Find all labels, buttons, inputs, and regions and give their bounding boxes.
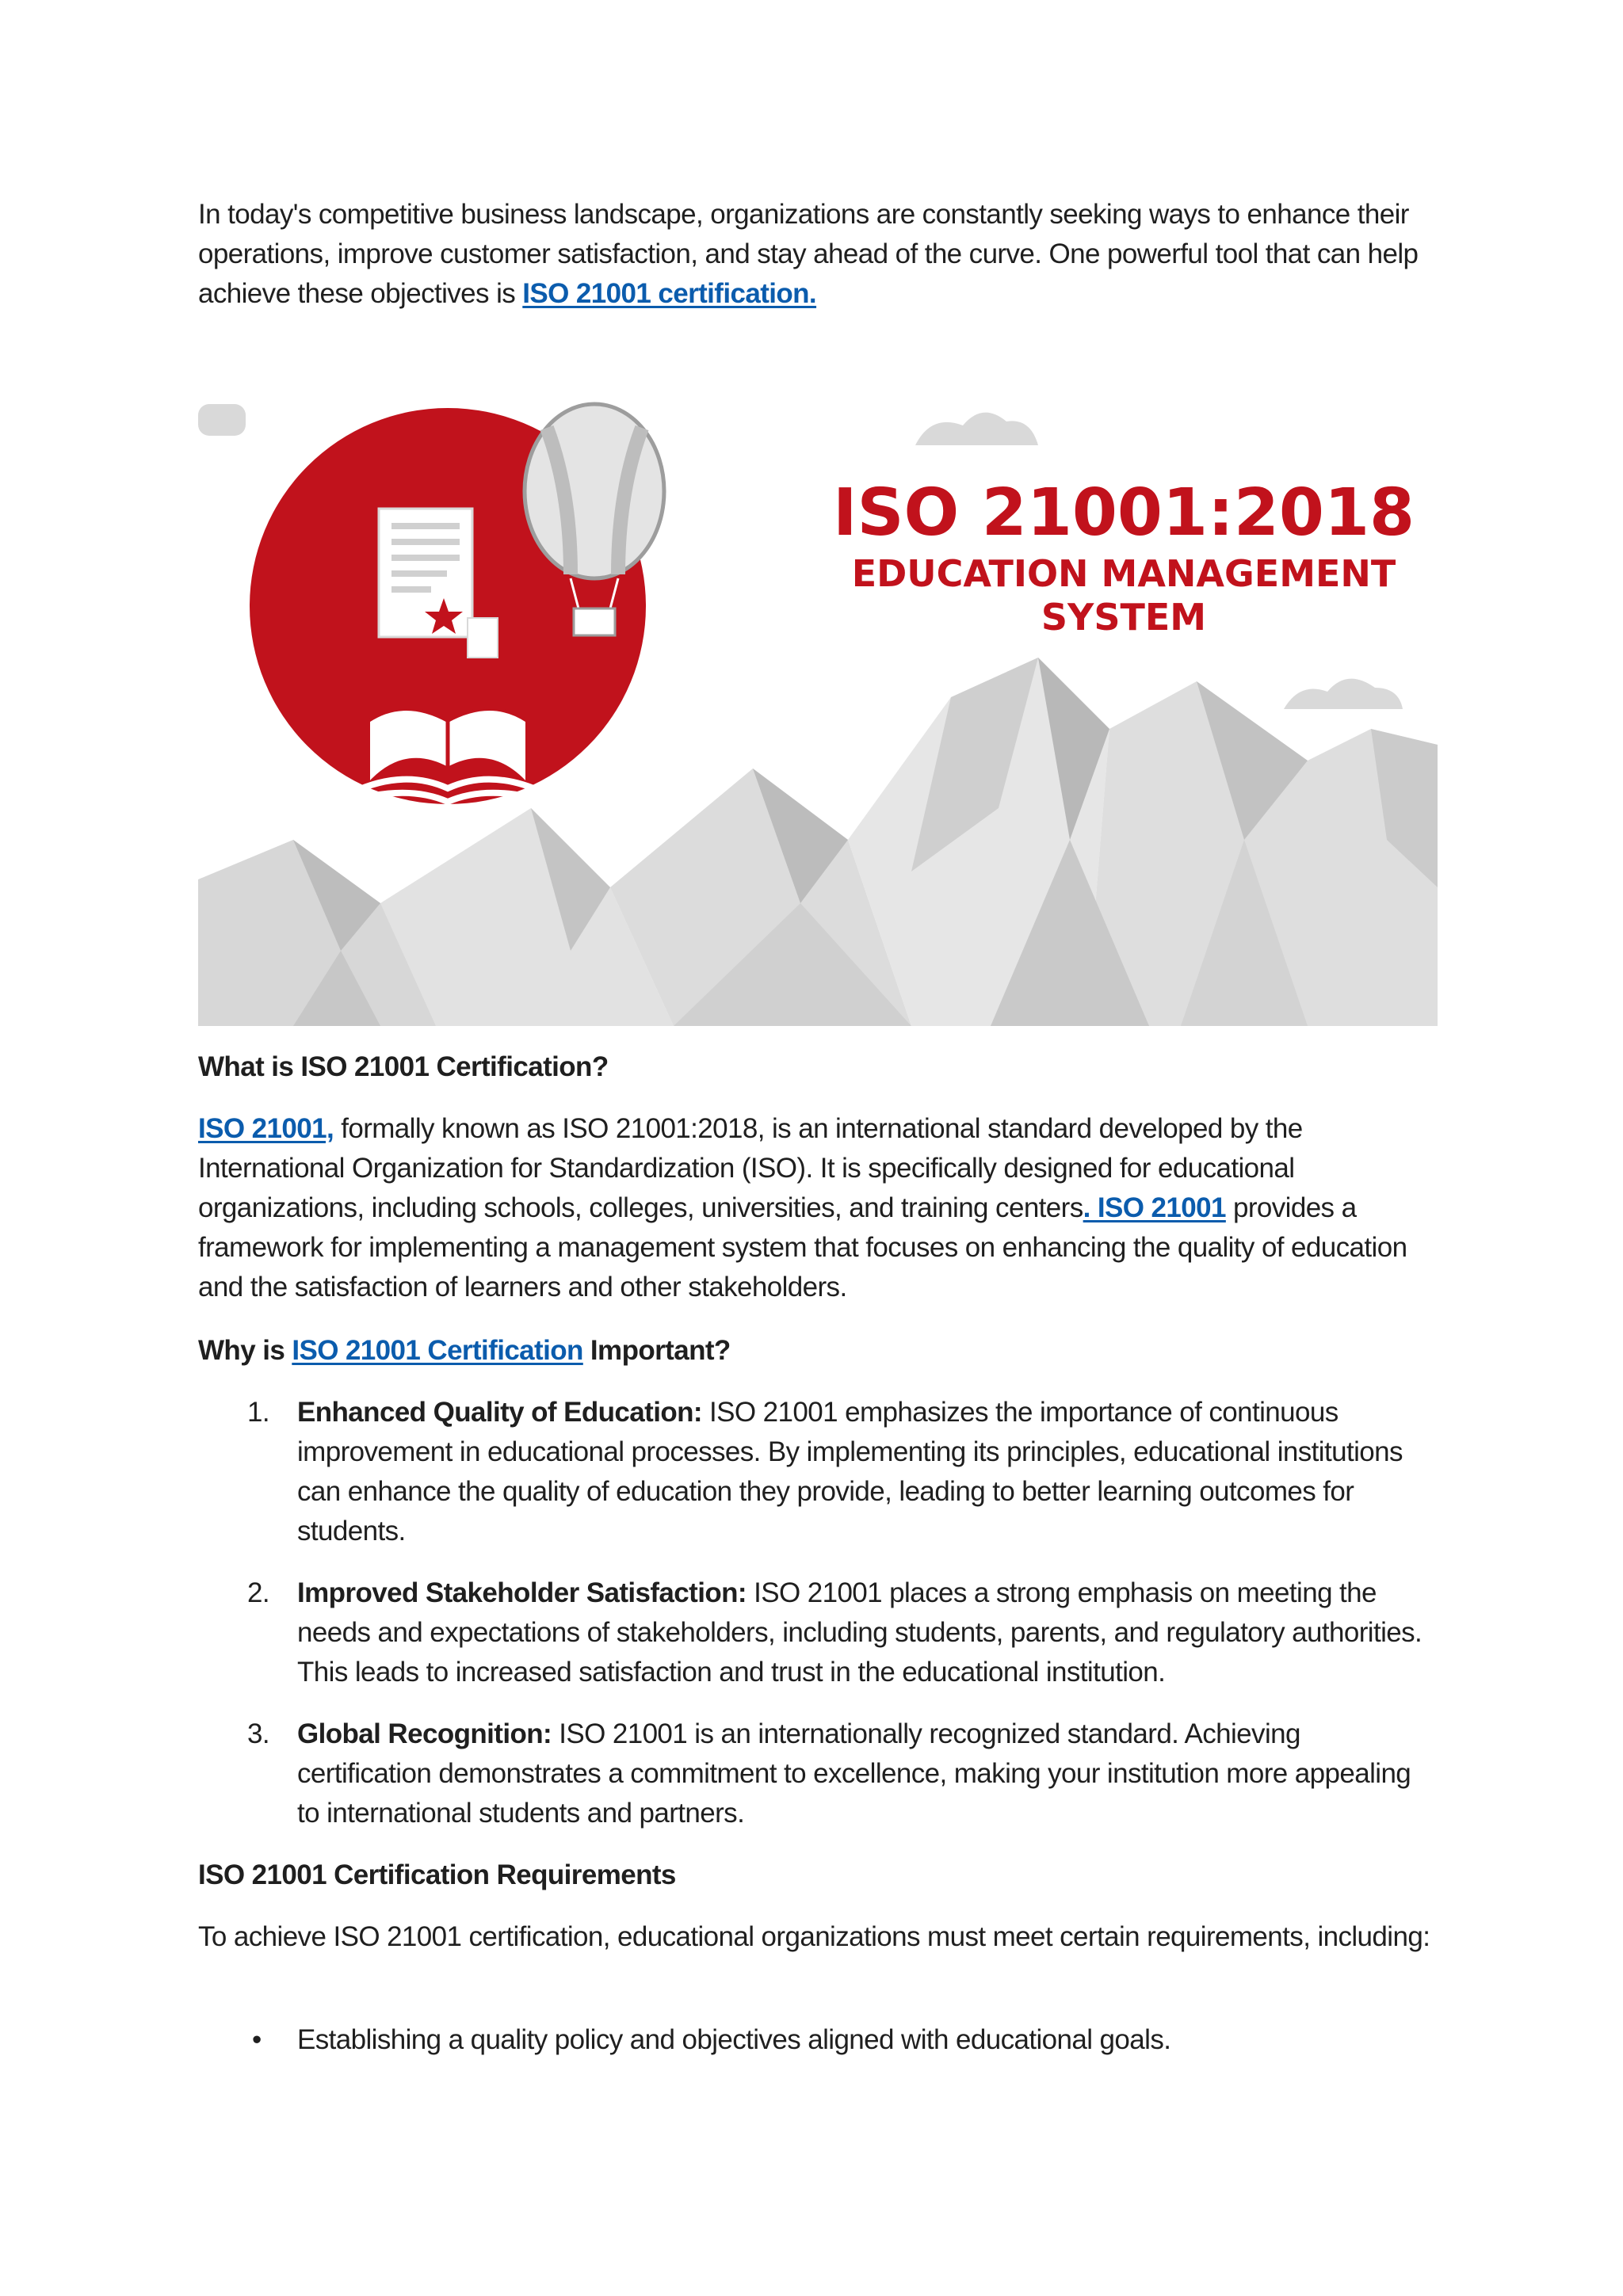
what-is-heading: What is ISO 21001 Certification? [198, 1051, 609, 1082]
bullet-dot: • [252, 2024, 262, 2055]
requirements-heading: ISO 21001 Certification Requirements [198, 1859, 676, 1890]
list-item [198, 1573, 1434, 1692]
iso-banner-image [198, 396, 1438, 1026]
iso-21001-certification-link[interactable]: ISO 21001 certification. [522, 278, 817, 309]
list-item-number: 1. [247, 1397, 269, 1428]
what-is-text-2: provides a framework for implementing a management system that focuses on enhancing the quality of education and the satisfaction of learners and other stakeholders. [198, 1192, 1407, 1302]
list-item-text: ISO 21001 is an internationally recognized standard. Achieving certification demonstrates a commitment to excellence, making your institution more appealing to international students and partners. [297, 1718, 1411, 1829]
what-is-paragraph [198, 1109, 1434, 1307]
list-item-title: Improved Stakeholder Satisfaction: [297, 1577, 747, 1608]
education-emblem [250, 404, 664, 804]
why-important-heading [198, 1331, 731, 1371]
list-item-text: ISO 21001 places a strong emphasis on meeting the needs and expectations of stakeholders, including students, parents, and regulatory authorities. This leads to increased satisfaction and trust in the educational institution. [297, 1577, 1423, 1688]
intro-text: In today's competitive business landscape, organizations are constantly seeking ways to enhance their operations, improve customer satisfaction, and stay ahead of the curve. One powerful tool that can help achieve these objectives is [198, 199, 1419, 309]
list-item-text: ISO 21001 emphasizes the importance of continuous improvement in educational processes. By implementing its principles, educational institutions can enhance the quality of education they provide, leading to better learning outcomes for students. [297, 1397, 1403, 1547]
banner-title: ISO 21001:2018 [832, 475, 1415, 551]
iso-21001-link-2[interactable]: . ISO 21001 [1083, 1192, 1226, 1223]
list-item-number: 2. [247, 1577, 269, 1608]
list-item-title: Global Recognition: [297, 1718, 552, 1749]
list-item-title: Enhanced Quality of Education: [297, 1397, 702, 1428]
requirements-bullet-list [198, 2020, 1434, 2060]
iso-21001-certification-heading-link[interactable]: ISO 21001 Certification [292, 1335, 583, 1366]
why-heading-pre: Why is [198, 1335, 292, 1366]
banner-subtitle-line2: SYSTEM [1041, 596, 1207, 639]
intro-paragraph [198, 195, 1434, 314]
list-item [198, 2020, 1434, 2060]
bullet-text: Establishing a quality policy and objectives aligned with educational goals. [297, 2024, 1171, 2055]
banner-subtitle-line1: EDUCATION MANAGEMENT [851, 552, 1396, 595]
why-heading-post: Important? [582, 1335, 731, 1366]
what-is-text-1: formally known as ISO 21001:2018, is an international standard developed by the International Organization for Standardization (ISO). It is specifically designed for educational organizations, including schools, colleges, universities, and training centers [198, 1113, 1303, 1223]
list-item [198, 1714, 1434, 1833]
list-item-number: 3. [247, 1718, 269, 1749]
requirements-paragraph: To achieve ISO 21001 certification, educational organizations must meet certain requirements, including: [198, 1921, 1430, 1952]
iso-21001-link-1[interactable]: ISO 21001, [198, 1113, 334, 1144]
benefits-numbered-list [198, 1393, 1434, 1855]
list-item [198, 1393, 1434, 1551]
